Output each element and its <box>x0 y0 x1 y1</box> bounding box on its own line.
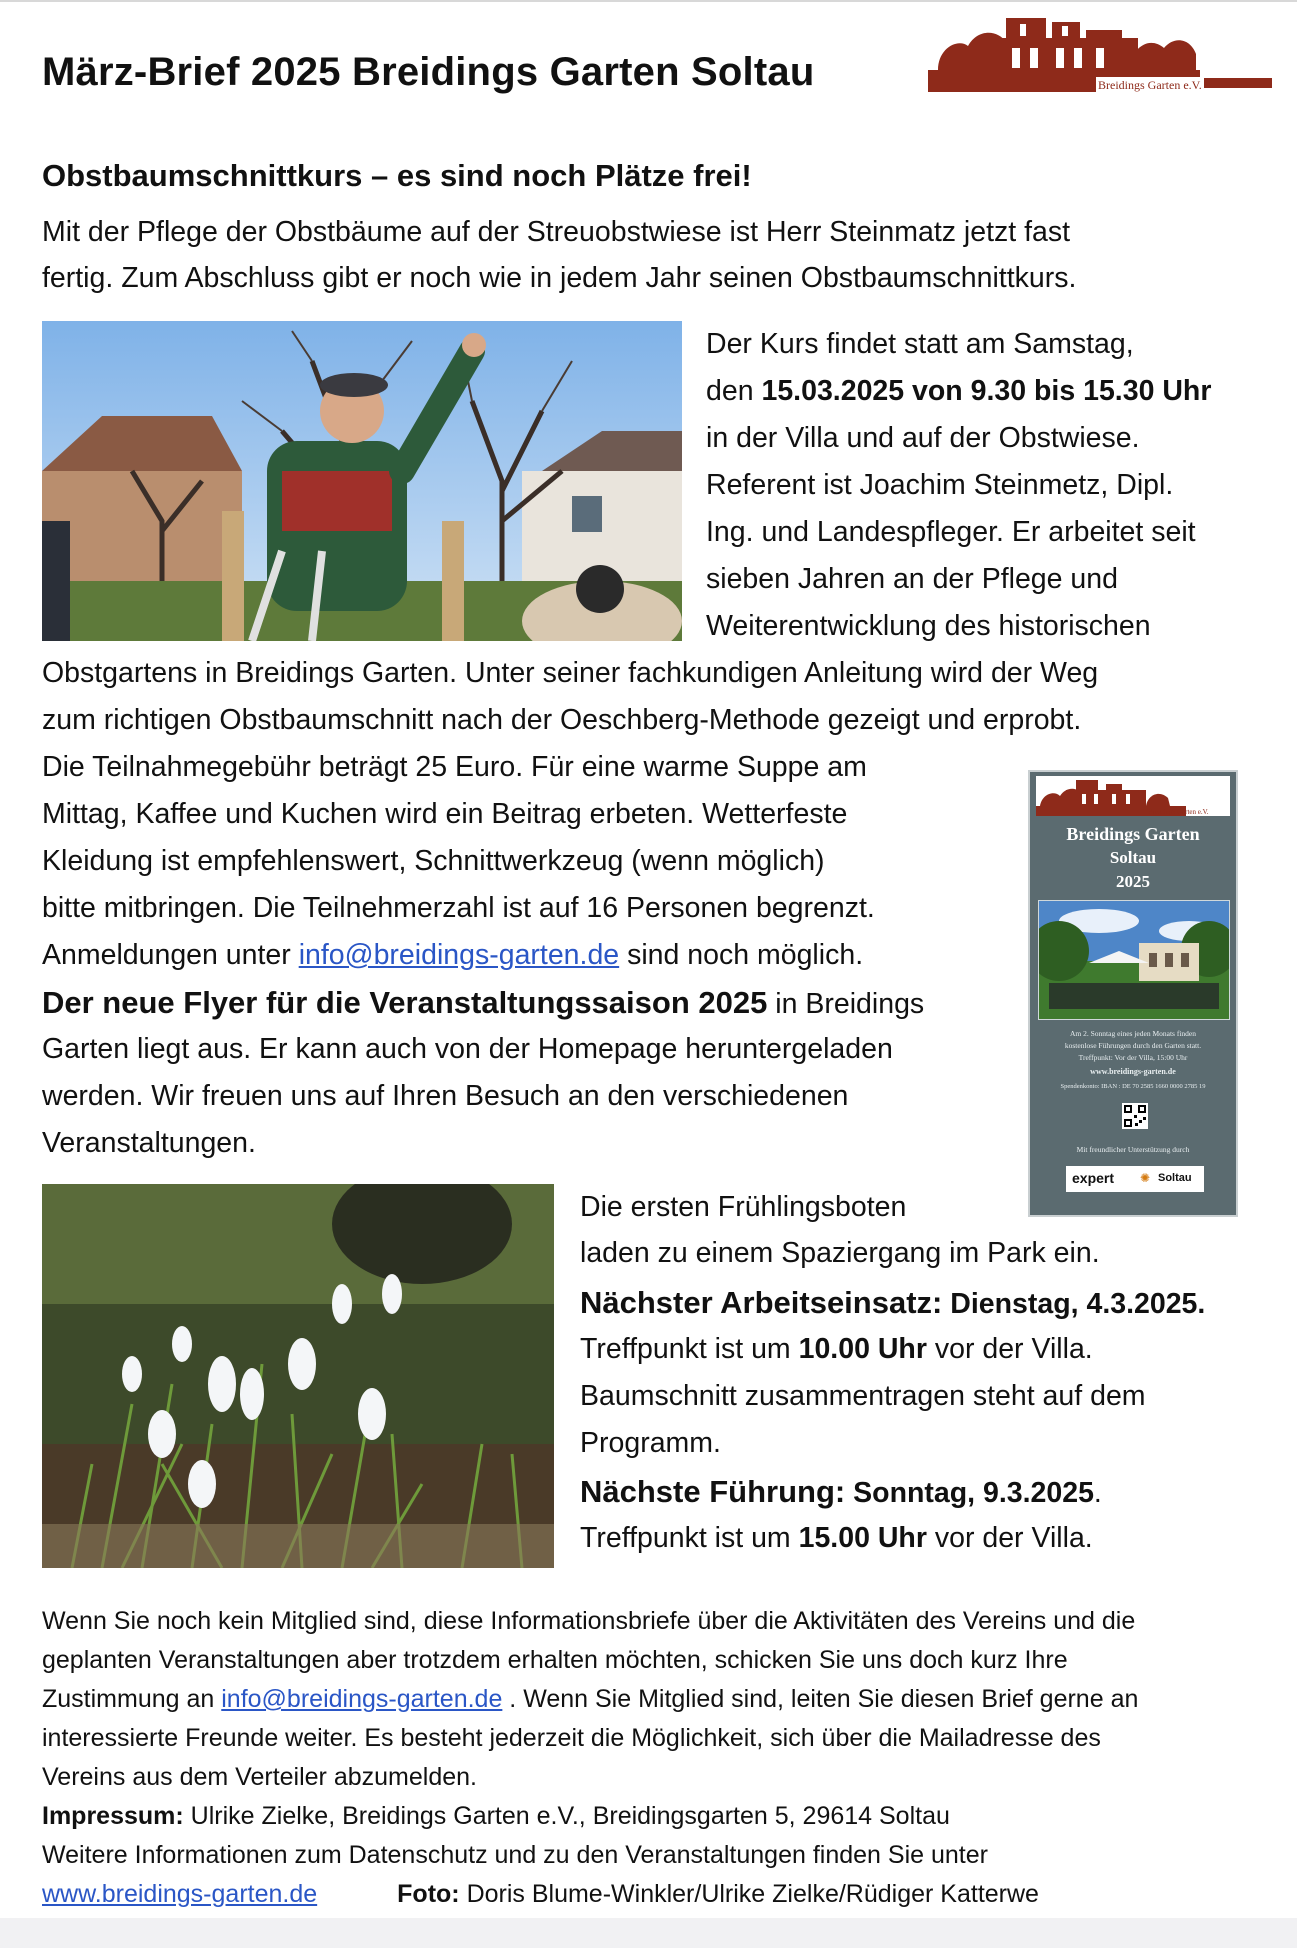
flyer-line-2: Garten liegt aus. Er kann auch von der Homepage heruntergeladen <box>42 1033 893 1065</box>
spring-line-1: Die ersten Frühlingsboten <box>580 1191 907 1223</box>
footer-line-2: geplanten Veranstaltungen aber trotzdem erhalten möchten, schicken Sie uns doch kurz Ihre <box>42 1646 1068 1674</box>
course-date-time: 15.03.2025 von 9.30 bis 15.30 Uhr <box>761 375 1212 407</box>
flyer-line-4: Veranstaltungen. <box>42 1127 256 1159</box>
spring-line-2: laden zu einem Spaziergang im Park ein. <box>580 1237 1100 1269</box>
course-line-7: Weiterentwicklung des historischen <box>706 610 1151 642</box>
event-flyer <box>1028 770 1238 1217</box>
fee-line-2: Mittag, Kaffee und Kuchen wird ein Beitrag erbeten. Wetterfeste <box>42 798 848 830</box>
photo-credits: Doris Blume-Winkler/Ulrike Zielke/Rüdiger Katterwe <box>459 1880 1039 1908</box>
snowdrops-photo <box>42 1184 554 1568</box>
impressum: Impressum: Ulrike Zielke, Breidings Garten e.V., Breidingsgarten 5, 29614 Soltau <box>42 1802 950 1830</box>
flyer-iban: Spendenkonto: IBAN : DE 70 2585 1660 0000 2785 19 <box>1060 1083 1206 1090</box>
top-border <box>0 0 1297 2</box>
flyer-title-2: Soltau <box>1109 848 1157 867</box>
fee-line-4: bitte mitbringen. Die Teilnehmerzahl ist auf 16 Personen begrenzt. <box>42 892 875 924</box>
flyer-logo <box>1036 776 1230 816</box>
breidings-logo <box>928 8 1272 92</box>
course-line-5: Ing. und Landespfleger. Er arbeitet seit <box>706 516 1196 548</box>
pruning-course-photo <box>42 321 682 641</box>
flyer-note-2: kostenlose Führungen durch den Garten statt. <box>1064 1041 1202 1050</box>
intro-line-1: Mit der Pflege der Obstbäume auf der Streuobstwiese ist Herr Steinmatz jetzt fast <box>42 216 1071 248</box>
work-task-1: Baumschnitt zusammentragen steht auf dem <box>580 1380 1146 1412</box>
footer-email-link[interactable]: info@breidings-garten.de <box>221 1685 503 1713</box>
registration-email-link[interactable]: info@breidings-garten.de <box>298 939 620 971</box>
course-line-9: zum richtigen Obstbaumschnitt nach der Oeschberg-Methode gezeigt und erprobt. <box>42 704 1082 736</box>
flyer-title-1: Breidings Garten <box>1066 824 1200 844</box>
website-link[interactable]: www.breidings-garten.de <box>42 1880 318 1908</box>
registration-line: Anmeldungen unter info@breidings-garten.de sind noch möglich. <box>42 939 864 971</box>
footer-line-7: Weitere Informationen zum Datenschutz und zu den Veranstaltungen finden Sie unter <box>42 1841 988 1869</box>
course-line-8: Obstgartens in Breidings Garten. Unter seiner fachkundigen Anleitung wird der Weg <box>42 657 1099 689</box>
footer-line-3: Zustimmung an info@breidings-garten.de . Wenn Sie Mitglied sind, leiten Sie diesen Brief gerne an <box>42 1685 1139 1713</box>
tour-heading: Nächste Führung: Sonntag, 9.3.2025. <box>580 1474 1102 1509</box>
intro-line-2: fertig. Zum Abschluss gibt er noch wie in jedem Jahr seinen Obstbaumschnittkurs. <box>42 262 1077 294</box>
flyer-line-1: Der neue Flyer für die Veranstaltungssaison 2025 in Breidings <box>42 985 925 1020</box>
flyer-year: 2025 <box>1116 872 1150 891</box>
footer-line-5: Vereins aus dem Verteiler abzumelden. <box>42 1763 477 1791</box>
work-heading: Nächster Arbeitseinsatz: Dienstag, 4.3.2025. <box>580 1285 1206 1320</box>
course-line-2: den 15.03.2025 von 9.30 bis 15.30 Uhr <box>706 375 1212 407</box>
qr-code-icon <box>1122 1103 1148 1129</box>
course-heading: Obstbaumschnittkurs – es sind noch Plätze frei! <box>42 158 752 193</box>
page-title: März-Brief 2025 Breidings Garten Soltau <box>42 50 815 94</box>
flyer-thanks: Mit freundlicher Unterstützung durch <box>1076 1145 1190 1154</box>
footer-line-4: interessierte Freunde weiter. Es besteht jederzeit die Möglichkeit, sich über die Mailadresse des <box>42 1724 1101 1752</box>
sponsor-sun-icon: ✺ <box>1140 1171 1151 1185</box>
bottom-bar <box>0 1918 1297 1948</box>
flyer-web: www.breidings-garten.de <box>1090 1067 1176 1076</box>
fee-line-1: Die Teilnahmegebühr beträgt 25 Euro. Für eine warme Suppe am <box>42 751 867 783</box>
work-task-2: Programm. <box>580 1427 721 1459</box>
footer-line-8: www.breidings-garten.de Foto: Doris Blume-Winkler/Ulrike Zielke/Rüdiger Katterwe <box>42 1880 1039 1908</box>
footer-line-1: Wenn Sie noch kein Mitglied sind, diese Informationsbriefe über die Aktivitäten des Vereins und die <box>42 1607 1136 1635</box>
flyer-logo-text: Breidings Garten e.V. <box>1148 808 1209 816</box>
course-line-3: in der Villa und auf der Obstwiese. <box>706 422 1140 454</box>
work-meeting: Treffpunkt ist um 10.00 Uhr vor der Villa. <box>580 1333 1093 1365</box>
tour-meeting: Treffpunkt ist um 15.00 Uhr vor der Villa. <box>580 1522 1093 1554</box>
flyer-note-1: Am 2. Sonntag eines jeden Monats finden <box>1069 1029 1197 1038</box>
flyer-announcement: Der neue Flyer für die Veranstaltungssaison 2025 <box>42 985 768 1020</box>
course-line-6: sieben Jahren an der Pflege und <box>706 563 1118 595</box>
flyer-line-3: werden. Wir freuen uns auf Ihren Besuch an den verschiedenen <box>42 1080 849 1112</box>
flyer-note-3: Treffpunkt: Vor der Villa, 15:00 Uhr <box>1078 1053 1188 1062</box>
logo-text: Breidings Garten e.V. <box>1098 78 1202 92</box>
course-line-1: Der Kurs findet statt am Samstag, <box>706 328 1134 360</box>
sponsor-logo: expert ✺ Soltau <box>1066 1166 1204 1192</box>
fee-line-3: Kleidung ist empfehlenswert, Schnittwerkzeug (wenn möglich) <box>42 845 825 877</box>
course-line-4: Referent ist Joachim Steinmetz, Dipl. <box>706 469 1174 501</box>
flyer-photo <box>1038 900 1230 1020</box>
